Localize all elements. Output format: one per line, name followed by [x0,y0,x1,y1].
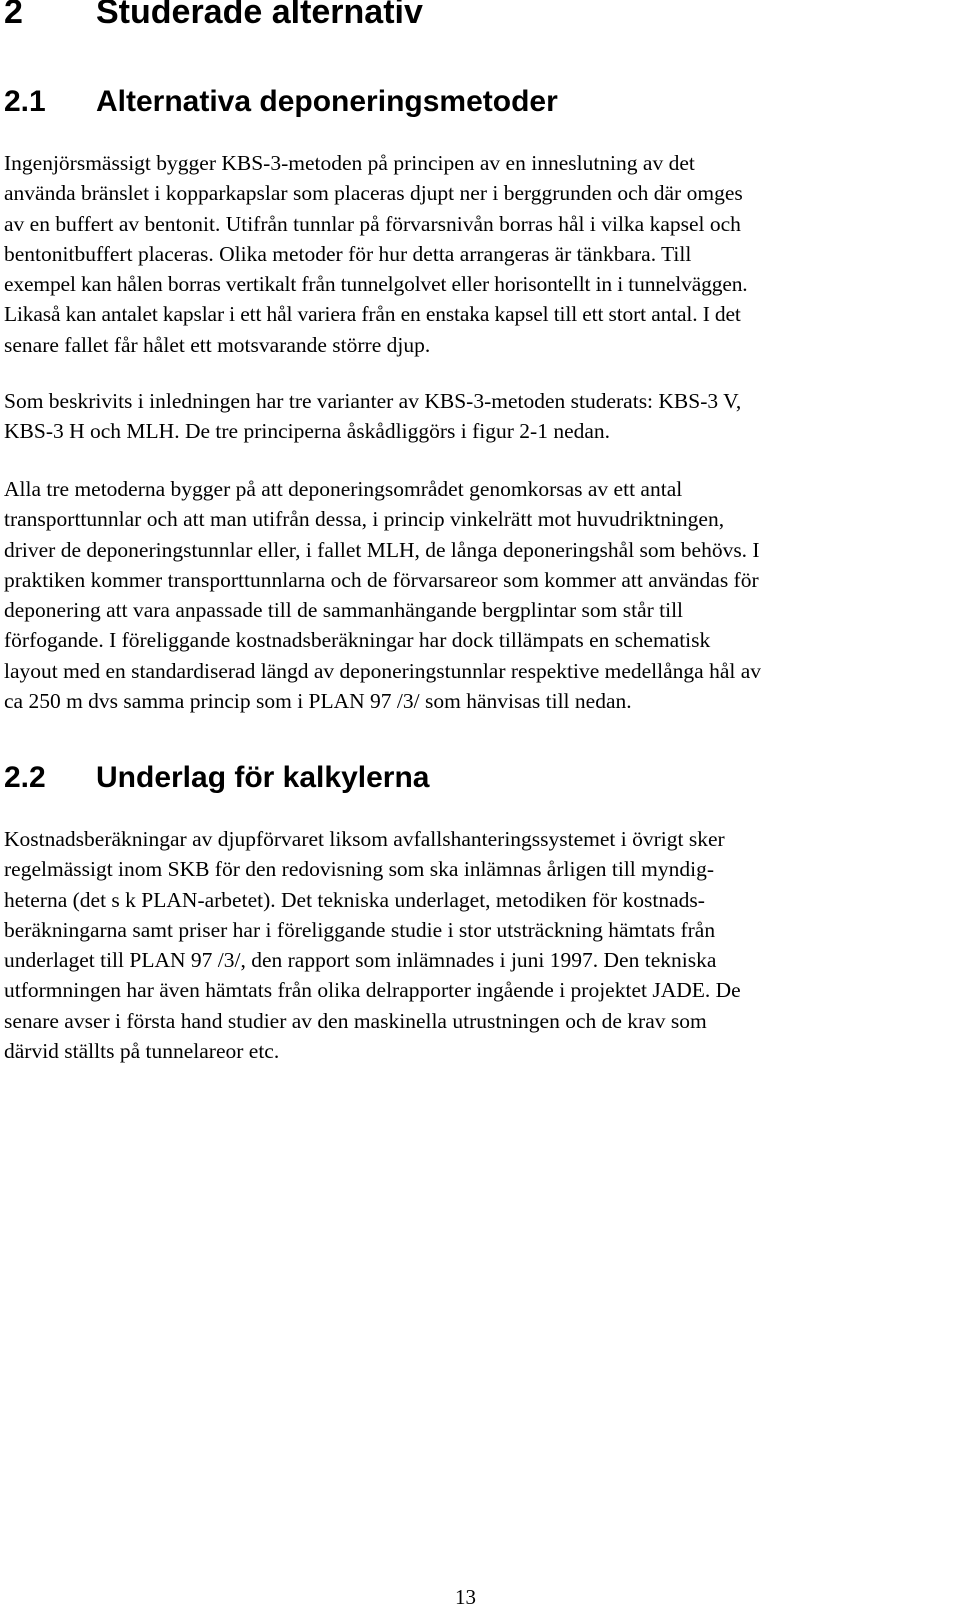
text-line: beräkningarna samt priser har i föreliggande studie i stor utsträckning hämtats från [4,917,716,942]
subsection-heading-2-1 [4,84,558,120]
text-line: ca 250 m dvs samma princip som i PLAN 97 /3/ som hänvisas till nedan. [4,689,632,714]
text-line: underlaget till PLAN 97 /3/, den rapport som inlämnades i juni 1997. Den tekniska [4,948,717,973]
section-heading [4,0,423,32]
text-line: exempel kan hålen borras vertikalt från tunnelgolvet eller horisontellt in i tunnelväggen. [4,272,748,297]
text-line: deponering att vara anpassade till de sammanhängande bergplintar som står till [4,598,684,623]
text-line: transporttunnlar och att man utifrån dessa, i princip vinkelrätt mot huvudriktningen, [4,507,725,532]
text-line: layout med en standardiserad längd av deponeringstunnlar respektive medellånga hål av [4,658,762,683]
text-line: senare avser i första hand studier av den maskinella utrustningen och de krav som [4,1008,707,1033]
paragraph-2-1-c [4,474,944,716]
text-line: därvid ställts på tunnelareor etc. [4,1039,280,1064]
subsection-title: Alternativa deponeringsmetoder [96,85,558,118]
text-line: av en buffert av bentonit. Utifrån tunnlar på förvarsnivån borras hål i vilka kapsel och [4,211,741,236]
subsection-heading-2-2 [4,760,429,796]
text-line: heterna (det s k PLAN-arbetet). Det tekniska underlaget, metodiken för kostnads- [4,887,705,912]
page-number: 13 [455,1585,476,1609]
text-line: praktiken kommer transporttunnlarna och de förvarsareor som kommer att användas för [4,567,759,592]
paragraph-2-1-a [4,148,944,360]
text-line: Som beskrivits i inledningen har tre varianter av KBS-3-metoden studerats: KBS-3 V, [4,389,742,413]
paragraph-2-2-a [4,824,944,1066]
section-number: 2 [4,0,23,31]
text-line: KBS-3 H och MLH. De tre principerna åskådliggörs i figur 2-1 nedan. [4,419,611,444]
section-title: Studerade alternativ [96,0,423,31]
text-line: förfogande. I föreliggande kostnadsberäkningar har dock tillämpats en schematisk [4,628,711,653]
paragraph-2-1-b [4,386,944,447]
subsection-number: 2.2 [4,761,46,794]
text-line: Ingenjörsmässigt bygger KBS-3-metoden på principen av en inneslutning av det [4,151,695,175]
text-line: Likaså kan antalet kapslar i ett hål variera från en enstaka kapsel till ett stort antal. I det [4,302,741,327]
text-line: Alla tre metoderna bygger på att deponeringsområdet genomkorsas av ett antal [4,477,683,501]
subsection-title: Underlag för kalkylerna [96,761,430,794]
text-line: använda bränslet i kopparkapslar som placeras djupt ner i berggrunden och där omges [4,181,743,206]
subsection-number: 2.1 [4,85,46,118]
text-line: regelmässigt inom SKB för den redovisning som ska inlämnas årligen till myndig- [4,857,715,882]
text-line: bentonitbuffert placeras. Olika metoder för hur detta arrangeras är tänkbara. Till [4,241,692,266]
text-line: senare fallet får hålet ett motsvarande större djup. [4,332,431,357]
text-line: utformningen har även hämtats från olika delrapporter ingående i projektet JADE. De [4,978,741,1003]
text-line: Kostnadsberäkningar av djupförvaret liksom avfallshanteringssystemet i övrigt sker [4,827,725,851]
text-line: driver de deponeringstunnlar eller, i fallet MLH, de långa deponeringshål som behövs. I [4,537,760,562]
